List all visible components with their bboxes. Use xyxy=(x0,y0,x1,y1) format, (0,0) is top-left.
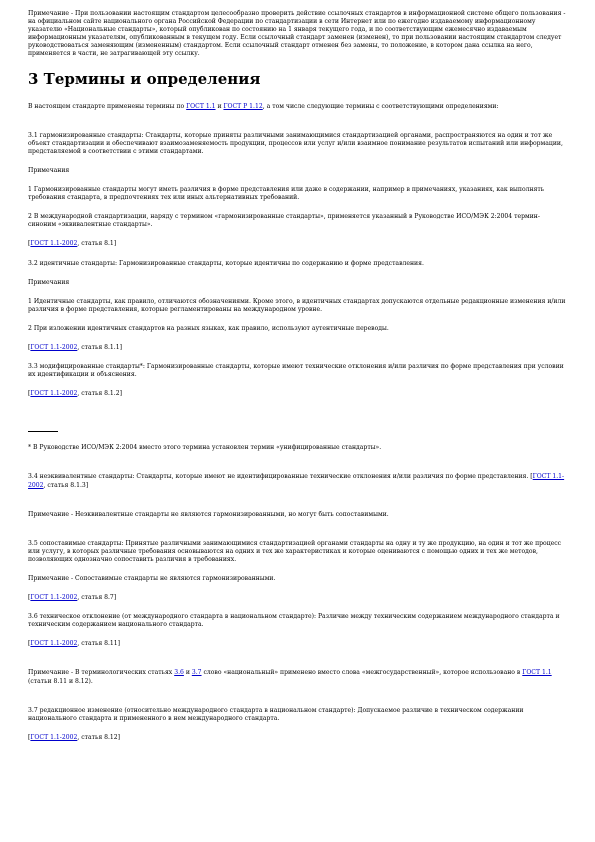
link-gost-1-1-2002[interactable]: ГОСТ 1.1-2002 xyxy=(28,473,565,489)
link-article-3-7[interactable]: 3.7 xyxy=(191,669,202,677)
term-3-7: 3.7 редакционное изменение (относительно международного стандарта в национальном стандарте): Допускаемое различие в техническом содержании национального стандарта и примененного в нем международного стандарта. xyxy=(28,706,524,722)
term-3-4-note: Примечание - Неэквивалентные стандарты не являются гармонизированными, но могут быть сопоставимыми. xyxy=(28,510,389,518)
term-3-3-ref: [ГОСТ 1.1-2002, статья 8.1.2] xyxy=(28,390,122,398)
footnote-divider xyxy=(28,431,58,432)
term-3-1-ref: [ГОСТ 1.1-2002, статья 8.1] xyxy=(28,240,117,248)
term-3-5-note: Примечание - Сопоставимые стандарты не являются гармонизированными. xyxy=(28,575,276,582)
link-gost-1-1-2002[interactable]: ГОСТ 1.1-2002 xyxy=(30,594,78,602)
term-3-1-note-2: 2 В международной стандартизации, наряду с термином «гармонизированные стандарты», применяется указанный в Руководстве ИСО/МЭК 2:2004 термин-синоним «эквивалентные стандарты». xyxy=(28,213,540,229)
term-3-1-notes-title: Примечания xyxy=(28,166,70,174)
term-3-6-ref: [ГОСТ 1.1-2002, статья 8.11] xyxy=(28,640,121,648)
term-3-6: 3.6 техническое отклонение (от международного стандарта в национальном стандарте): Различие между техническим содержанием международного стандарта и техническим содержанием национального стандарта. xyxy=(28,613,560,629)
section-heading: 3 Термины и определения xyxy=(28,69,261,88)
link-gost-r-1-12[interactable]: ГОСТ Р 1.12 xyxy=(223,102,263,110)
term-3-5-ref: [ГОСТ 1.1-2002, статья 8.7] xyxy=(28,594,117,602)
term-3-1: 3.1 гармонизированные стандарты: Стандарты, которые приняты различными занимающимися стандартизацией органами, распространяются на один и тот же объект стандартизации и обеспечивают взаимозаменяемость продукции, процессов или услуг и/или взаимное понимание результатов испытаний или информации, представляемой в соответствии с этими стандартами. xyxy=(28,131,563,155)
link-gost-1-1[interactable]: ГОСТ 1.1 xyxy=(186,102,216,110)
term-3-7-ref: [ГОСТ 1.1-2002, статья 8.12] xyxy=(28,733,121,741)
note-top: Примечание - При пользовании настоящим стандартом целесообразно проверить действие ссылочных стандартов в информационной системе общего пользования - на официальном сайте национального органа Российской Федерации по стандартизации в сети Интернет или по ежегодно издаваемому информационному указателю «Национальные стандарты», который опубликован по состоянию на 1 января текущего года, и по соответствующим ежемесячно издаваемым информационным указателям, опубликованным в текущем году. Если ссылочный стандарт заменен (изменен), то при пользовании настоящим стандартом следует руководствоваться заменяющим (измененным) стандартом. Если ссылочный стандарт отменен без замены, то положение, в котором дана ссылка на него, применяется в части, не затрагивающей эту ссылку. xyxy=(28,10,566,58)
link-gost-1-1-2002[interactable]: ГОСТ 1.1-2002 xyxy=(30,390,78,398)
term-3-2-ref: [ГОСТ 1.1-2002, статья 8.1.1] xyxy=(28,343,122,351)
term-3-4: 3.4 неэквивалентные стандарты: Стандарты, которые имеют не идентифицированные технические отклонения и/или различия по форме представления. [ГОСТ 1.1-2002, статья 8.1.3] xyxy=(28,473,565,489)
link-gost-1-1-2002[interactable]: ГОСТ 1.1-2002 xyxy=(30,240,78,248)
intro-paragraph: В настоящем стандарте применены термины по ГОСТ 1.1 и ГОСТ Р 1.12, а том числе следующие термины с соответствующими определениями: xyxy=(28,102,499,110)
link-gost-1-1-2002[interactable]: ГОСТ 1.1-2002 xyxy=(30,343,78,351)
terminology-note: Примечание - В терминологических статьях 3.6 и 3.7 слово «национальный» применено вместо слова «межгосударственный», которое использовано в ГОСТ 1.1 (статьи 8.11 и 8.12). xyxy=(28,669,552,685)
link-gost-1-1[interactable]: ГОСТ 1.1 xyxy=(522,669,552,677)
term-3-2-notes-title: Примечания xyxy=(28,278,70,286)
link-gost-1-1-2002[interactable]: ГОСТ 1.1-2002 xyxy=(30,733,78,741)
term-3-3: 3.3 модифицированные стандарты*: Гармонизированные стандарты, которые имеют технические отклонения и/или различия по форме представления при условии их идентификации и объяснения. xyxy=(28,363,564,379)
term-3-5: 3.5 сопоставимые стандарты: Принятые различными занимающимися стандартизацией органами стандарты на одну и ту же продукцию, на один и тот же процесс или услугу, в которых различные требования основываются на одних и тех же характеристиках и которые оцениваются с помощью одних и тех же методов, позволяющих однозначно сопоставить различия в требованиях. xyxy=(28,539,562,563)
term-3-2-note-2: 2 При изложении идентичных стандартов на разных языках, как правило, используют аутентичные переводы. xyxy=(28,324,389,332)
term-3-2-note-1: 1 Идентичные стандарты, как правило, отличаются обозначениями. Кроме этого, в идентичных стандартах допускаются отдельные редакционные изменения и/или различия в форме представления, которые регламентированы на международном уровне. xyxy=(28,297,566,313)
footnote: * В Руководстве ИСО/МЭК 2:2004 вместо этого термина установлен термин «унифицированные стандарты». xyxy=(28,444,382,452)
term-3-2: 3.2 идентичные стандарты: Гармонизированные стандарты, которые идентичны по содержанию и форме представления. xyxy=(28,259,424,267)
spacer xyxy=(28,419,567,431)
link-gost-1-1-2002[interactable]: ГОСТ 1.1-2002 xyxy=(30,640,78,648)
term-3-1-note-1: 1 Гармонизированные стандарты могут иметь различия в форме представления или даже в содержании, например в примечаниях, указаниях, как выполнять требования стандарта, в предпочтениях тех или иных альтернативных требований. xyxy=(28,186,545,202)
link-article-3-6[interactable]: 3.6 xyxy=(174,669,184,677)
